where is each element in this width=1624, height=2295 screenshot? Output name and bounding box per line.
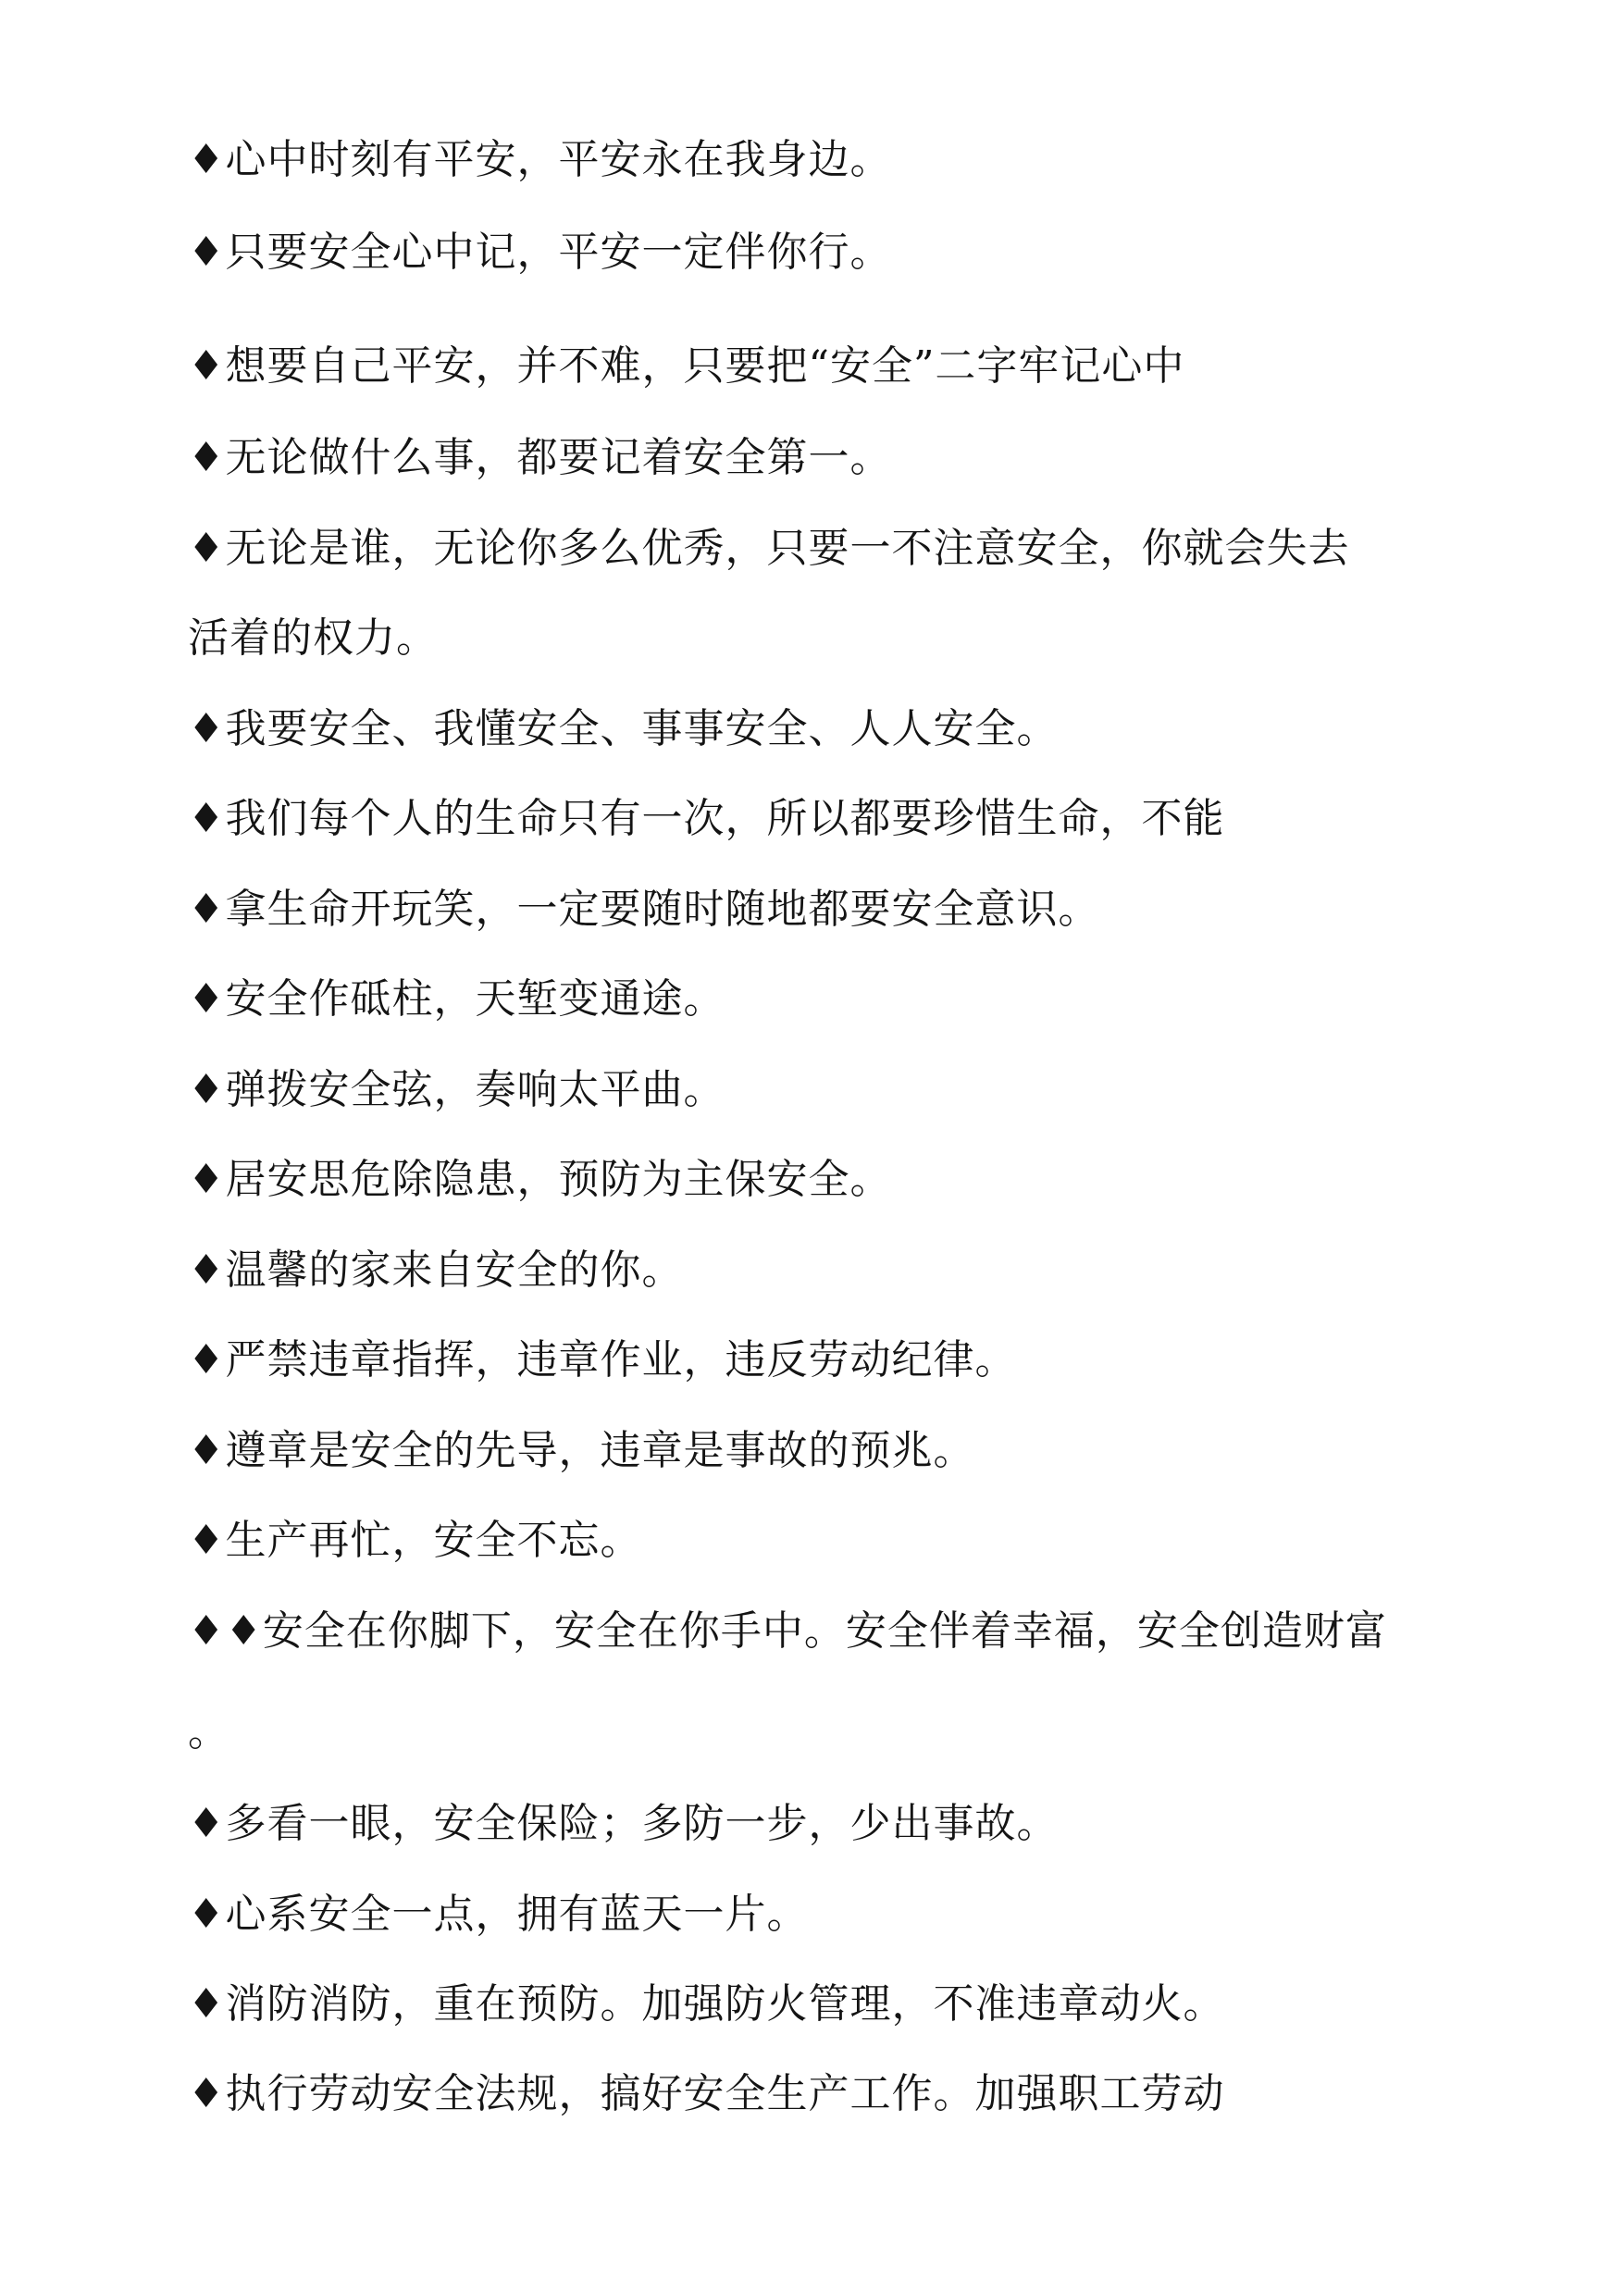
text-line: ♦消防消防，重在预防。加强防火管理，不准违章动火。 [188, 1980, 1225, 2028]
text-line: ♦想要自己平安，并不难，只要把“安全”二字牢记心中 [188, 342, 1185, 390]
text-line: ♦只要安全心中记，平安一定伴你行。 [188, 229, 892, 276]
text-line: ♦遵章是安全的先导，违章是事故的预兆。 [188, 1427, 975, 1474]
text-line: ♦我要安全、我懂安全、事事安全、人人安全。 [188, 705, 1059, 752]
text-line: ♦安全作砥柱，天堑变通途。 [188, 975, 725, 1023]
text-line: 活着的权力。 [188, 614, 438, 662]
text-line: ♦心中时刻有平安，平安永在我身边。 [188, 136, 892, 183]
text-line: ♦无论做什么事，都要记着安全第一。 [188, 434, 892, 481]
text-line: ♦生产再忙，安全不忘。 [188, 1517, 642, 1564]
text-line: 。 [188, 1708, 229, 1755]
text-line: ♦弹拨安全弦，奏响太平曲。 [188, 1066, 725, 1113]
text-line: ♦心系安全一点，拥有蓝天一片。 [188, 1891, 809, 1938]
text-line: ♦温馨的家来自安全的你。 [188, 1247, 684, 1294]
text-line: ♦居安思危除隐患，预防为主保安全。 [188, 1156, 892, 1203]
text-line: ♦无论是谁，无论你多么优秀，只要一不注意安全，你就会失去 [188, 525, 1350, 572]
text-line: ♦拿生命开玩笑，一定要随时随地都要安全意识。 [188, 886, 1100, 933]
text-line: ♦多看一眼，安全保险；多防一步，少出事故。 [188, 1800, 1059, 1847]
text-line: ♦执行劳动安全法规，搞好安全生产工作。加强职工劳动 [188, 2070, 1225, 2117]
text-line: ♦严禁违章指挥，违章作业，违反劳动纪律。 [188, 1336, 1017, 1383]
text-line: ♦我们每个人的生命只有一次，所以都要珍惜生命，不能 [188, 795, 1225, 842]
text-line: ♦♦安全在你脚下，安全在你手中。安全伴着幸福，安全创造财富 [188, 1607, 1387, 1655]
